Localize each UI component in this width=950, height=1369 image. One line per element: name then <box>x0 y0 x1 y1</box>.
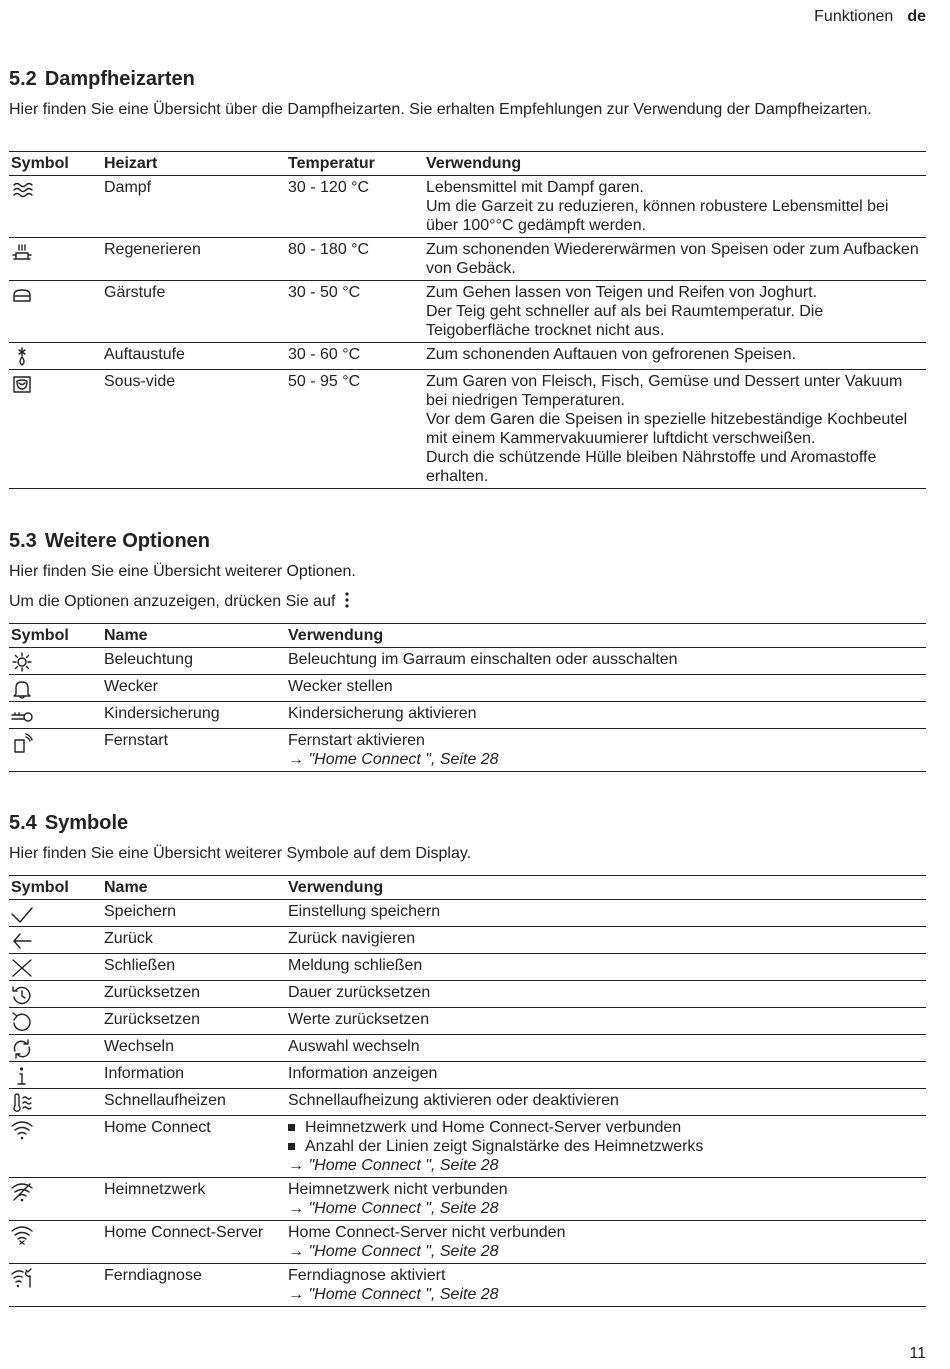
usage-text: Auswahl wechseln <box>288 1038 420 1055</box>
section-number: 5.4 <box>9 812 37 834</box>
section-number: 5.3 <box>9 530 37 552</box>
usage-text: Um die Garzeit zu reduzieren, können robustere Lebensmittel bei über 100°°C gedämpft werden. <box>426 198 889 234</box>
symbol-cell <box>9 927 102 954</box>
col-header: Verwendung <box>286 876 926 900</box>
symbol-cell <box>9 1035 102 1062</box>
section-5-3-instruction <box>9 591 919 611</box>
table-row <box>9 981 926 1008</box>
option-name: Fernstart <box>102 729 286 772</box>
header-section: Funktionen <box>814 8 894 25</box>
bullet-item: Heimnetzwerk und Home Connect-Server verbunden <box>288 1118 924 1137</box>
heating-mode-name: Gärstufe <box>102 281 286 343</box>
usage-cell <box>286 648 926 675</box>
section-title: Weitere Optionen <box>44 530 211 552</box>
col-header: Name <box>102 624 286 648</box>
heating-mode-name: Auftaustufe <box>102 343 286 370</box>
table-row <box>9 702 926 729</box>
symbol-cell <box>9 729 102 772</box>
regenerate-icon <box>11 242 33 262</box>
table-row <box>9 675 926 702</box>
usage-cell <box>424 176 926 238</box>
usage-text: Werte zurücksetzen <box>288 1011 430 1028</box>
usage-text: Beleuchtung im Garraum einschalten oder ausschalten <box>288 651 678 668</box>
usage-cell <box>286 1062 926 1089</box>
usage-text: Fernstart aktivieren <box>288 732 425 749</box>
usage-text: Ferndiagnose aktiviert <box>288 1267 446 1284</box>
usage-cell <box>424 370 926 489</box>
symbol-cell <box>9 702 102 729</box>
usage-text: Zum Garen von Fleisch, Fisch, Gemüse und Dessert unter Vakuum bei niedrigen Temperaturen. <box>426 373 903 409</box>
section-number: 5.2 <box>9 68 37 90</box>
reset-duration-icon <box>11 985 33 1005</box>
section-title: Symbole <box>44 812 129 834</box>
checkmark-icon <box>11 904 33 924</box>
usage-cell <box>286 1178 926 1221</box>
options-table <box>9 623 926 772</box>
child-lock-key-icon <box>11 706 33 726</box>
temperature-range: 30 - 50 °C <box>286 281 424 343</box>
symbol-cell <box>9 1062 102 1089</box>
more-options-icon <box>344 591 350 609</box>
symbol-cell <box>9 1116 102 1178</box>
table-row <box>9 238 926 281</box>
usage-text: Meldung schließen <box>288 957 423 974</box>
usage-text: Kindersicherung aktivieren <box>288 705 477 722</box>
col-header: Symbol <box>9 152 102 176</box>
col-header: Temperatur <box>286 152 424 176</box>
col-header: Name <box>102 876 286 900</box>
remote-diagnosis-icon <box>11 1268 33 1288</box>
table-row <box>9 370 926 489</box>
steam-heating-table <box>9 151 926 489</box>
heating-mode-name: Dampf <box>102 176 286 238</box>
remote-start-icon <box>11 733 33 753</box>
sous-vide-icon <box>11 374 33 394</box>
page-number: 11 <box>909 1345 926 1362</box>
option-name: Kindersicherung <box>102 702 286 729</box>
heating-mode-name: Sous-vide <box>102 370 286 489</box>
section-5-3-intro: Hier finden Sie eine Übersicht weiterer Optionen. <box>9 563 356 580</box>
usage-cell <box>424 238 926 281</box>
usage-cell <box>286 1089 926 1116</box>
instruction-text: Um die Optionen anzuzeigen, drücken Sie auf <box>9 593 336 610</box>
table-row <box>9 1008 926 1035</box>
symbol-cell <box>9 343 102 370</box>
table-row <box>9 1221 926 1264</box>
usage-text: Zum schonenden Wiedererwärmen von Speisen oder zum Aufbacken von Gebäck. <box>426 241 919 277</box>
cross-reference-link[interactable]: → "Home Connect ", Seite 28 <box>288 1157 499 1174</box>
usage-cell <box>286 900 926 927</box>
reset-values-icon <box>11 1012 33 1032</box>
info-icon <box>11 1066 33 1086</box>
usage-cell <box>286 1035 926 1062</box>
section-5-2-heading <box>9 68 195 91</box>
symbol-cell <box>9 1221 102 1264</box>
symbol-cell <box>9 1008 102 1035</box>
usage-text: Schnellaufheizung aktivieren oder deaktivieren <box>288 1092 619 1109</box>
rapid-heat-icon <box>11 1093 33 1113</box>
usage-text: Zum Gehen lassen von Teigen und Reifen von Joghurt. <box>426 284 818 301</box>
wifi-icon <box>11 1120 33 1140</box>
symbol-cell <box>9 900 102 927</box>
symbols-table <box>9 875 926 1307</box>
section-5-2-intro: Hier finden Sie eine Übersicht über die Dampfheizarten. Sie erhalten Empfehlungen zur Verwendung der Dampfheizarten. <box>9 101 872 118</box>
table-row <box>9 927 926 954</box>
symbol-name: Speichern <box>102 900 286 927</box>
option-name: Wecker <box>102 675 286 702</box>
temperature-range: 30 - 120 °C <box>286 176 424 238</box>
cross-reference-link[interactable]: → "Home Connect ", Seite 28 <box>288 1286 499 1303</box>
usage-cell <box>286 1008 926 1035</box>
symbol-name: Heimnetzwerk <box>102 1178 286 1221</box>
symbol-cell <box>9 370 102 489</box>
table-row <box>9 1264 926 1307</box>
symbol-name: Wechseln <box>102 1035 286 1062</box>
page-header <box>814 8 926 26</box>
table-header-row <box>9 876 926 900</box>
symbol-cell <box>9 1178 102 1221</box>
section-5-4-heading <box>9 812 128 835</box>
usage-cell <box>286 702 926 729</box>
usage-text: Lebensmittel mit Dampf garen. <box>426 179 644 196</box>
symbol-cell <box>9 954 102 981</box>
usage-text: Home Connect-Server nicht verbunden <box>288 1224 566 1241</box>
timer-bell-icon <box>11 679 33 699</box>
proofing-icon <box>11 285 33 305</box>
section-5-4-intro: Hier finden Sie eine Übersicht weiterer Symbole auf dem Display. <box>9 845 472 862</box>
symbol-name: Home Connect-Server <box>102 1221 286 1264</box>
light-icon <box>11 652 33 672</box>
table-row <box>9 900 926 927</box>
symbol-cell <box>9 1264 102 1307</box>
table-row <box>9 648 926 675</box>
symbol-name: Zurücksetzen <box>102 981 286 1008</box>
table-row <box>9 954 926 981</box>
table-row <box>9 343 926 370</box>
col-header: Symbol <box>9 876 102 900</box>
cross-reference-link[interactable]: → "Home Connect ", Seite 28 <box>288 1243 499 1260</box>
cross-reference-link[interactable]: → "Home Connect ", Seite 28 <box>288 751 499 768</box>
cross-reference-link[interactable]: → "Home Connect ", Seite 28 <box>288 1200 499 1217</box>
temperature-range: 80 - 180 °C <box>286 238 424 281</box>
usage-text: Zurück navigieren <box>288 930 416 947</box>
section-title: Dampfheizarten <box>44 68 195 90</box>
switch-icon <box>11 1039 33 1059</box>
back-arrow-icon <box>11 931 33 951</box>
symbol-name: Zurück <box>102 927 286 954</box>
table-row <box>9 1089 926 1116</box>
defrost-icon <box>11 347 33 367</box>
usage-text: Heimnetzwerk nicht verbunden <box>288 1181 508 1198</box>
close-icon <box>11 958 33 978</box>
usage-cell <box>286 927 926 954</box>
usage-text: Zum schonenden Auftauen von gefrorenen Speisen. <box>426 346 797 363</box>
symbol-cell <box>9 1089 102 1116</box>
usage-text: Information anzeigen <box>288 1065 438 1082</box>
table-row <box>9 1062 926 1089</box>
col-header: Symbol <box>9 624 102 648</box>
usage-text: Einstellung speichern <box>288 903 441 920</box>
symbol-cell <box>9 238 102 281</box>
option-name: Beleuchtung <box>102 648 286 675</box>
symbol-cell <box>9 281 102 343</box>
symbol-cell <box>9 981 102 1008</box>
table-row <box>9 1178 926 1221</box>
usage-text: Durch die schützende Hülle bleiben Nährstoffe und Aromastoffe erhalten. <box>426 449 877 485</box>
table-row <box>9 1116 926 1178</box>
wifi-off-icon <box>11 1182 33 1202</box>
usage-text: Der Teig geht schneller auf als bei Raumtemperatur. Die Teigoberfläche trocknet nicht aus. <box>426 303 824 339</box>
table-row <box>9 729 926 772</box>
section-5-3-heading <box>9 530 210 553</box>
steam-icon <box>11 180 33 200</box>
symbol-cell <box>9 675 102 702</box>
col-header: Verwendung <box>286 624 926 648</box>
table-header-row <box>9 624 926 648</box>
symbol-name: Schnellaufheizen <box>102 1089 286 1116</box>
temperature-range: 50 - 95 °C <box>286 370 424 489</box>
table-row <box>9 1035 926 1062</box>
usage-cell <box>286 1116 926 1178</box>
usage-cell <box>424 343 926 370</box>
usage-text: Dauer zurücksetzen <box>288 984 431 1001</box>
table-header-row <box>9 152 926 176</box>
usage-cell <box>424 281 926 343</box>
symbol-name: Home Connect <box>102 1116 286 1178</box>
col-header: Heizart <box>102 152 286 176</box>
usage-text: Vor dem Garen die Speisen in spezielle hitzebeständige Kochbeutel mit einem Kammervakuumierer luftdicht verschweißen. <box>426 411 908 447</box>
usage-cell <box>286 981 926 1008</box>
wifi-server-off-icon <box>11 1225 33 1245</box>
col-header: Verwendung <box>424 152 926 176</box>
header-language: de <box>907 8 926 25</box>
bullet-item: Anzahl der Linien zeigt Signalstärke des Heimnetzwerks <box>288 1137 924 1156</box>
symbol-name: Zurücksetzen <box>102 1008 286 1035</box>
usage-cell <box>286 729 926 772</box>
symbol-cell <box>9 176 102 238</box>
temperature-range: 30 - 60 °C <box>286 343 424 370</box>
symbol-name: Ferndiagnose <box>102 1264 286 1307</box>
usage-cell <box>286 954 926 981</box>
table-row <box>9 176 926 238</box>
usage-cell <box>286 1264 926 1307</box>
usage-cell <box>286 675 926 702</box>
symbol-name: Schließen <box>102 954 286 981</box>
usage-cell <box>286 1221 926 1264</box>
symbol-cell <box>9 648 102 675</box>
usage-text: Wecker stellen <box>288 678 393 695</box>
symbol-name: Information <box>102 1062 286 1089</box>
table-row <box>9 281 926 343</box>
heating-mode-name: Regenerieren <box>102 238 286 281</box>
